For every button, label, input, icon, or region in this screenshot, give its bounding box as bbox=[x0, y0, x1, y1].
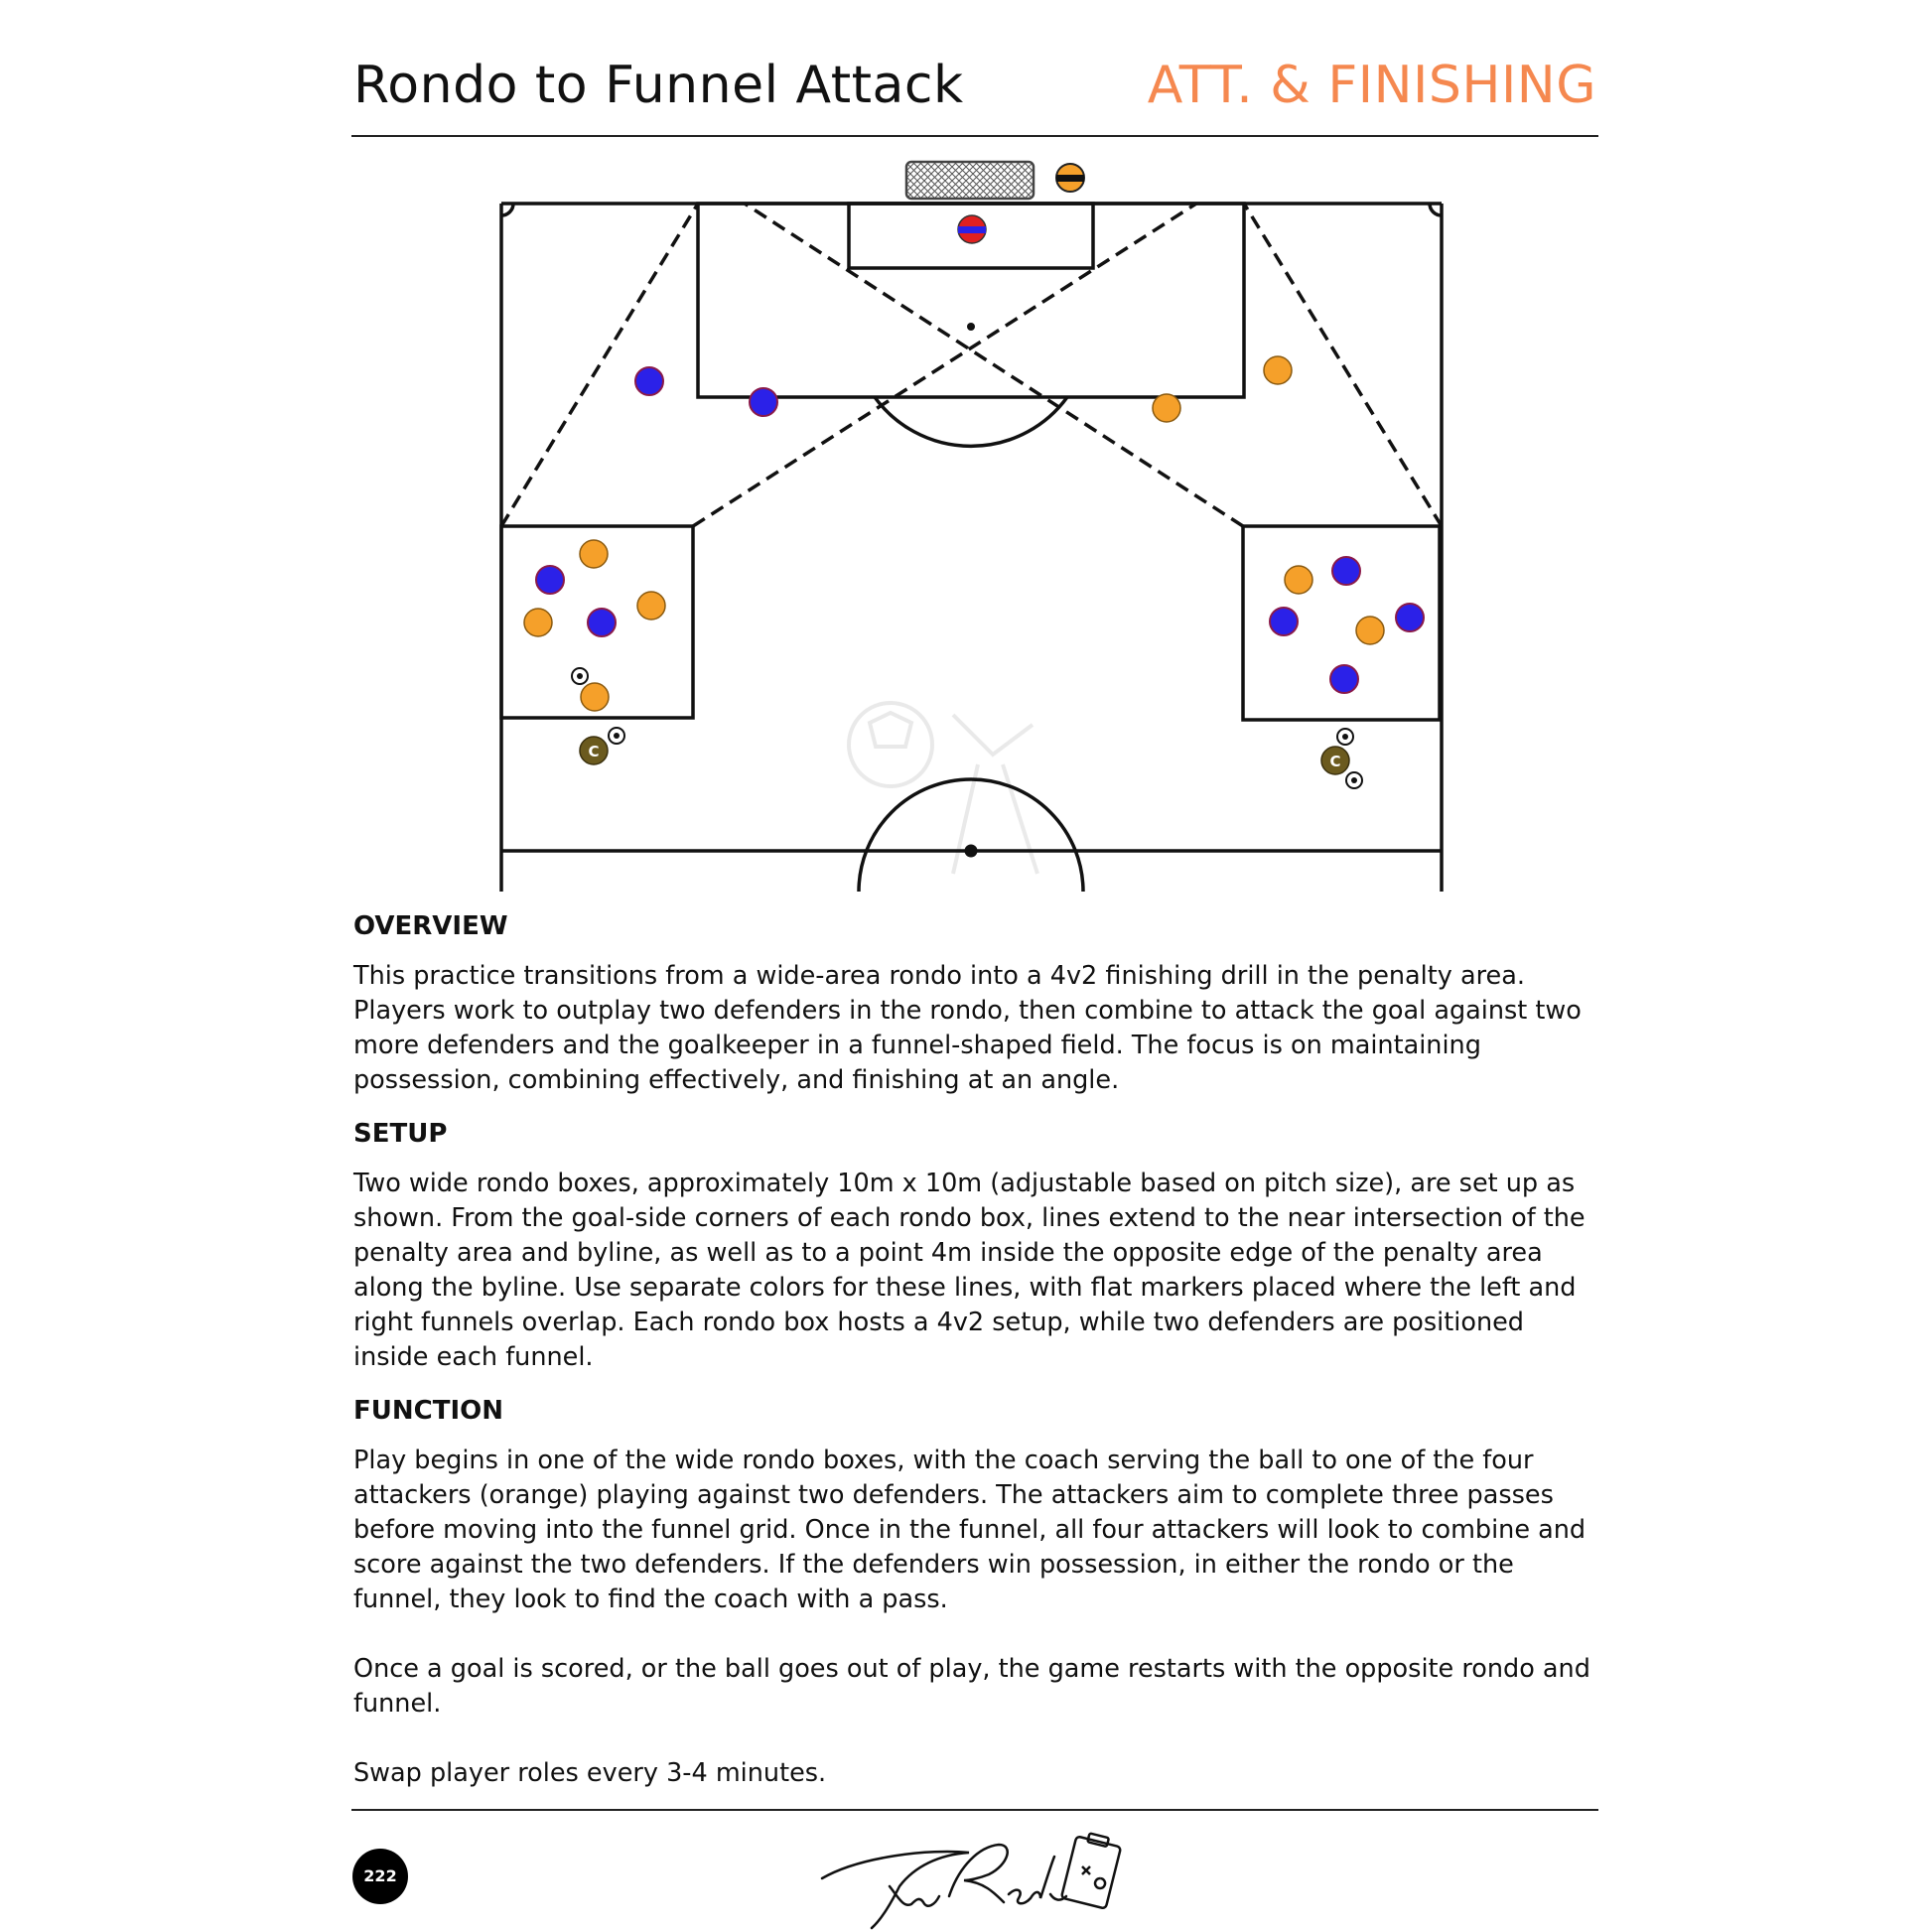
ball-icon bbox=[1337, 729, 1353, 745]
defender-icon bbox=[635, 367, 663, 395]
function-text-swap: Swap player roles every 3-4 minutes. bbox=[353, 1758, 827, 1788]
defender-icon bbox=[536, 566, 564, 594]
function-text-restart: Once a goal is scored, or the ball goes out of play, the game restarts with the opposite rondo and funnel. bbox=[353, 1654, 1590, 1719]
svg-text:C: C bbox=[588, 743, 600, 760]
header-divider bbox=[351, 135, 1598, 137]
svg-text:C: C bbox=[1329, 753, 1341, 770]
overview-heading: OVERVIEW bbox=[353, 911, 508, 941]
function-heading: FUNCTION bbox=[353, 1396, 503, 1426]
attacker-icon bbox=[1285, 566, 1312, 594]
watermark-logo-icon bbox=[849, 703, 1037, 874]
attacker-icon bbox=[580, 540, 608, 568]
goal-icon bbox=[906, 162, 1034, 199]
ball-icon bbox=[609, 728, 624, 744]
overview-text: This practice transitions from a wide-area rondo into a 4v2 finishing drill in the penalty area. Players work to outplay two defenders in the rondo, then combine to attack the goal against two more defenders and the goalkeeper in a funnel-shaped field. The focus is on maintaining possession, combining effectively, and finishing at an angle. bbox=[353, 961, 1582, 1095]
footer-divider bbox=[351, 1809, 1598, 1811]
setup-heading: SETUP bbox=[353, 1119, 448, 1149]
defender-icon bbox=[1396, 604, 1424, 631]
attacker-icon bbox=[1264, 356, 1292, 384]
attacker-icon bbox=[581, 683, 609, 711]
attacker-icon bbox=[1153, 394, 1180, 422]
ball-icon bbox=[572, 668, 588, 684]
attacker-icon bbox=[1356, 617, 1384, 644]
defender-icon bbox=[750, 388, 777, 416]
attacker-icon bbox=[637, 592, 665, 620]
goalkeeper-icon bbox=[958, 215, 986, 243]
signature-logo bbox=[820, 1827, 1138, 1932]
defender-icon bbox=[1330, 665, 1358, 693]
attacker-icon bbox=[524, 609, 552, 636]
defender-icon bbox=[588, 609, 616, 636]
function-text: Play begins in one of the wide rondo boxes, with the coach serving the ball to one of the four attackers (orange) playing against two defenders. The attackers aim to complete three passes before moving into the funnel grid. Once in the funnel, all four attackers will look to combine and score against the two defenders. If the defenders win possession, in either the rondo or the funnel, they look to find the coach with a pass. bbox=[353, 1446, 1587, 1614]
page-number-badge: 222 bbox=[352, 1849, 408, 1904]
clipboard-icon bbox=[1061, 1833, 1121, 1908]
coach-icon bbox=[580, 737, 608, 764]
coach-icon bbox=[1321, 747, 1349, 774]
category-label: ATT. & FINISHING bbox=[1147, 56, 1596, 115]
ball-icon bbox=[1346, 772, 1362, 788]
page-title: Rondo to Funnel Attack bbox=[353, 56, 964, 115]
funnel-lines bbox=[501, 204, 1442, 526]
attackers bbox=[524, 356, 1384, 711]
setup-text: Two wide rondo boxes, approximately 10m x 10m (adjustable based on pitch size), are set up as shown. From the goal-side corners of each rondo box, lines extend to the near intersection of the penalty area and byline, as well as to a point 4m inside the opposite edge of the penalty area along the byline. Use separate colors for these lines, with flat markers placed where the left and right funnels overlap. Each rondo box hosts a 4v2 setup, while two defenders are positioned inside each funnel. bbox=[353, 1169, 1586, 1372]
pitch-diagram bbox=[486, 149, 1459, 903]
defender-icon bbox=[1270, 608, 1298, 635]
defenders bbox=[536, 367, 1424, 693]
mannequin-icon bbox=[1056, 164, 1084, 192]
defender-icon bbox=[1332, 557, 1360, 585]
